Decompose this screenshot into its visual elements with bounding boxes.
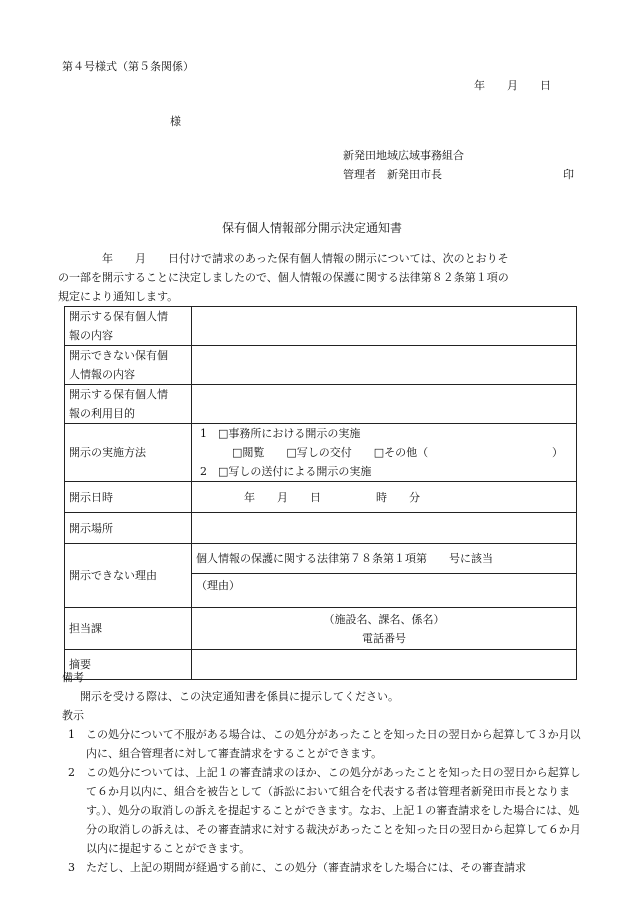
- bikou-heading: 備考: [62, 671, 84, 684]
- notes-section: [62, 668, 582, 877]
- field-disclosure-place[interactable]: [192, 513, 577, 544]
- row-disclosure-method: [65, 424, 577, 482]
- addressee-suffix: 様: [170, 115, 181, 128]
- department-names: （施設名、課名、係名）: [323, 612, 445, 626]
- label-disclosure-place: 開示場所: [65, 513, 192, 544]
- kyouji-item-3: 3 ただし、上記の期間が経過する前に、この処分（審査請求をした場合には、その審査請求: [68, 861, 526, 874]
- row-nondisclosed-info: [65, 346, 577, 385]
- disclosure-form-table: [64, 306, 577, 680]
- row-disclosed-info: [65, 307, 577, 346]
- body-line-3: 規定により通知します。: [58, 290, 179, 303]
- date-line: 年 月 日: [474, 79, 551, 92]
- kyouji-item-2: 2 この処分については、上記１の審査請求のほか、この処分があったことを知った日の翌日から起算して６か月以内に、組合を被告として（訴訟において組合を代表する者は管理者新発田市長となります。）、処分の取消しの訴えを提起することができます。なお、上記１の審査請求をした場合には、処分の取消しの訴えは、その審査請求に対する裁決があったことを知った日の翌日から起算して６か月以内に提起することができます。: [68, 766, 581, 855]
- label-department: 担当課: [65, 608, 192, 650]
- department-phone: 電話番号: [362, 631, 406, 645]
- form-number: 第４号様式（第５条関係）: [62, 60, 194, 73]
- row-nondisclosure-reason-1: [65, 544, 577, 574]
- field-usage-purpose[interactable]: [192, 385, 577, 424]
- document-title: 保有個人情報部分開示決定通知書: [222, 221, 403, 235]
- row-disclosure-place: [65, 513, 577, 544]
- method-option-2: 2 □写しの送付による開示の実施: [200, 465, 372, 478]
- field-reason-statute[interactable]: 個人情報の保護に関する法律第７８条第１項第 号に該当: [192, 544, 577, 574]
- row-usage-purpose: [65, 385, 577, 424]
- row-disclosure-datetime: [65, 482, 577, 513]
- field-disclosure-method[interactable]: [192, 424, 577, 482]
- issuer-org: 新発田地域広域事務組合: [343, 149, 464, 162]
- label-summary: 摘要: [65, 650, 192, 680]
- field-disclosed-info[interactable]: [192, 307, 577, 346]
- kyouji-item-1: 1 この処分について不服がある場合は、この処分があったことを知った日の翌日から起算して３か月以内に、組合管理者に対して審査請求をすることができます。: [68, 728, 581, 760]
- issuer-manager: 管理者 新発田市長: [343, 168, 442, 181]
- bikou-text: 開示を受ける際は、この決定通知書を係員に提示してください。: [80, 690, 399, 703]
- kyouji-heading: 教示: [62, 709, 84, 722]
- label-disclosure-method: 開示の実施方法: [65, 424, 192, 482]
- field-disclosure-datetime[interactable]: 年 月 日 時 分: [192, 482, 577, 513]
- method-option-1: 1 □事務所における開示の実施: [200, 427, 361, 440]
- field-reason-detail[interactable]: （理由）: [192, 574, 577, 608]
- label-disclosed-info: 開示する保有個人情 報の内容: [65, 307, 192, 346]
- label-disclosure-datetime: 開示日時: [65, 482, 192, 513]
- field-nondisclosed-info[interactable]: [192, 346, 577, 385]
- row-department: [65, 608, 577, 650]
- method-suboptions: □閲覧 □写しの交付 □その他（ ）: [232, 446, 563, 459]
- label-nondisclosed-info: 開示できない保有個 人情報の内容: [65, 346, 192, 385]
- field-department[interactable]: [192, 608, 577, 650]
- label-usage-purpose: 開示する保有個人情 報の利用目的: [65, 385, 192, 424]
- label-nondisclosure-reason: 開示できない理由: [65, 544, 192, 608]
- seal-mark: 印: [563, 168, 574, 181]
- body-line-1: 年 月 日付けで請求のあった保有個人情報の開示については、次のとおりそ: [102, 252, 509, 265]
- body-line-2: の一部を開示することに決定しましたので、個人情報の保護に関する法律第８２条第１項の: [58, 271, 509, 284]
